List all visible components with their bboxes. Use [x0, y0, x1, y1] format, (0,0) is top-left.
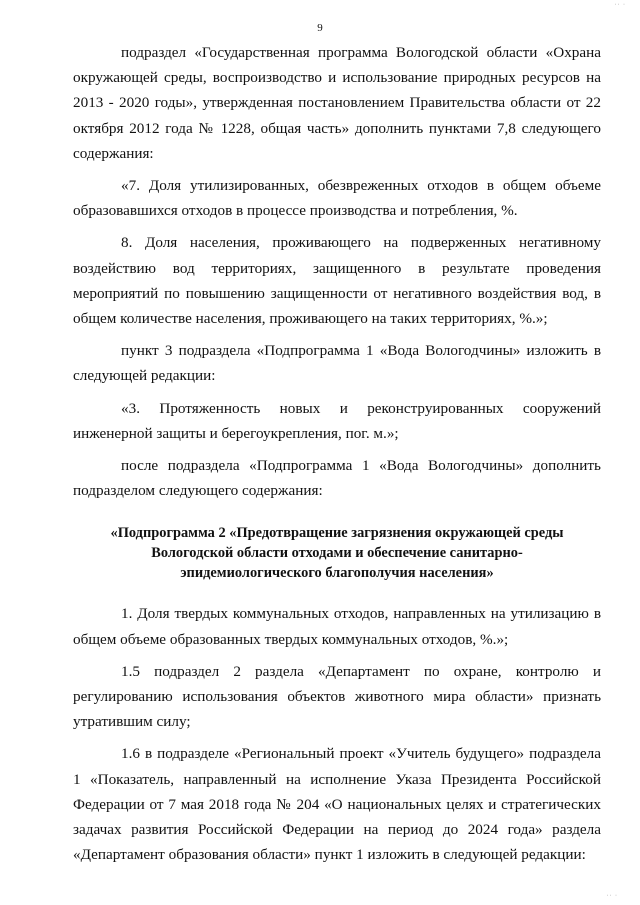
paragraph: подраздел «Государственная программа Вологодской области «Охрана окружающей среды, воспроизводство и использование природных ресурсов на 2013 - 2020 годы», утвержденная постановлением Правительства области от 22 октября 2012 года № 1228, общая часть» дополнить пунктами 7,8 следующего содержания: [73, 44, 601, 162]
paragraph: 1. Доля твердых коммунальных отходов, направленных на утилизацию в общем объеме образованных твердых коммунальных отходов, %.»; [73, 605, 601, 648]
paragraph: 1.5 подраздел 2 раздела «Департамент по охране, контролю и регулированию использования объектов животного мира области» признать утратившим силу; [73, 662, 601, 731]
paragraph: после подраздела «Подпрограмма 1 «Вода Вологодчины» дополнить подразделом следующего содержания: [73, 457, 601, 500]
scan-mark-top: ·· · [614, 2, 626, 8]
paragraph: 1.6 в подразделе «Региональный проект «Учитель будущего» подраздела 1 «Показатель, направленный на исполнение Указа Президента Российской Федерации от 7 мая 2018 года № 204 «О национальных целях и стратегических задачах развития Российской Федерации на период до 2024 года» раздела «Департамент образования области» пункт 1 изложить в следующей редакции: [73, 745, 601, 864]
paragraph: 8. Доля населения, проживающего на подверженных негативному воздействию вод территориях, защищенного в результате проведения мероприятий по повышению защищенности от негативного воздействия вод, в общем количестве населения, проживающего на таких территориях, %.»; [73, 234, 601, 328]
paragraph: «3. Протяженность новых и реконструированных сооружений инженерной защиты и берегоукрепления, пог. м.»; [73, 399, 601, 442]
subprogram-heading: «Подпрограмма 2 «Предотвращение загрязнения окружающей среды Вологодской области отходами и обеспечение санитарно-эпидемиологического благополучия населения» [110, 525, 564, 582]
page-number: 9 [317, 22, 323, 34]
document-body [73, 40, 601, 874]
paragraph: пункт 3 подраздела «Подпрограмма 1 «Вода Вологодчины» изложить в следующей редакции: [73, 342, 601, 385]
paragraph: «7. Доля утилизированных, обезвреженных отходов в общем объеме образовавшихся отходов в процессе производства и потребления, %. [73, 177, 601, 220]
scan-mark-bottom: ·· · [606, 893, 618, 899]
